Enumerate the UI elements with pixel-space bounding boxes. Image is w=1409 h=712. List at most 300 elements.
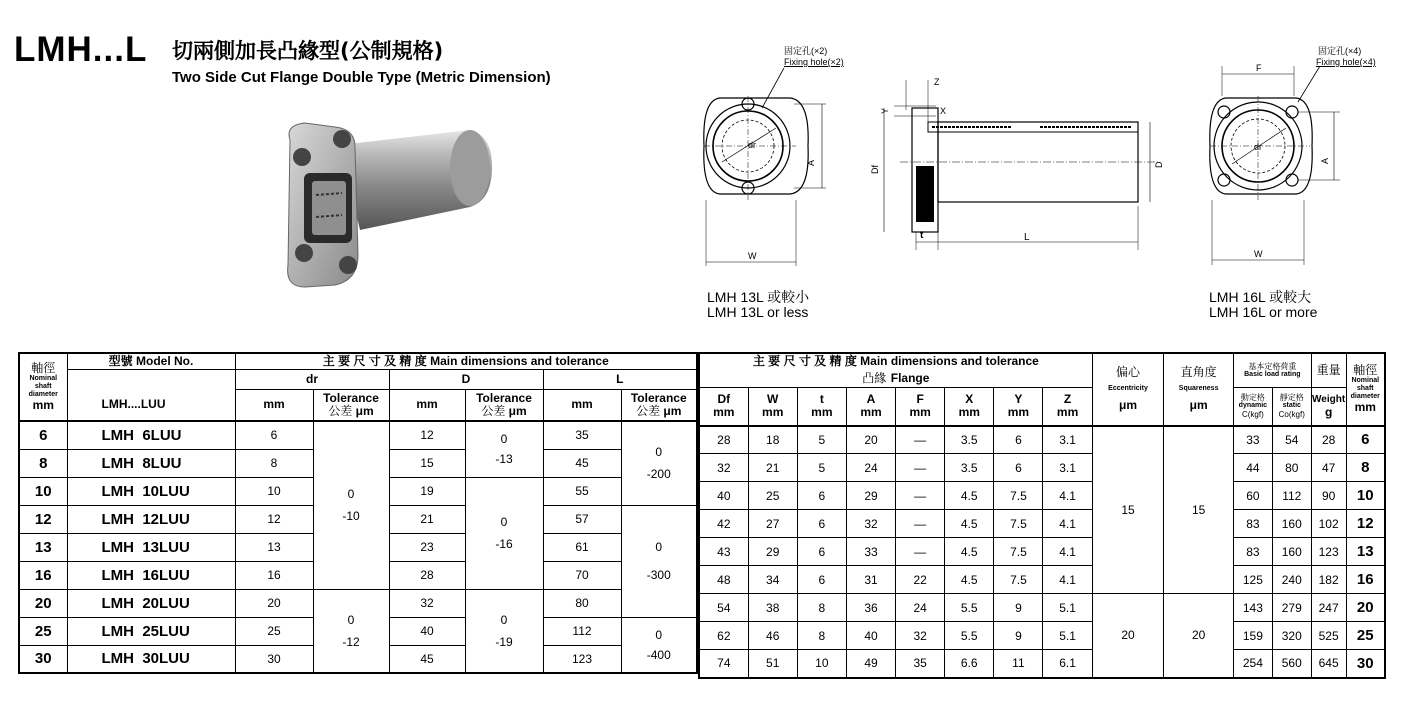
- table-cell: 74: [699, 650, 748, 678]
- cell-text: 0: [655, 445, 663, 460]
- dr-tolerance-group-2: [313, 589, 389, 673]
- table-cell: 4.5: [945, 566, 994, 594]
- cell-text: 軸徑: [1353, 363, 1378, 378]
- dr-header: dr: [235, 369, 389, 389]
- dr-label-right: dr: [1254, 142, 1263, 152]
- table-cell: 46: [748, 622, 797, 650]
- table-cell: 560: [1272, 650, 1311, 678]
- main-dimensions-table-right: [698, 352, 1386, 679]
- d-header: D: [389, 369, 543, 389]
- col-t-header: [797, 388, 846, 426]
- model-subheader: LMH....LUU: [67, 369, 235, 421]
- cell-text: Squareness: [1178, 385, 1219, 393]
- table-cell: 112: [1272, 482, 1311, 510]
- col-y-header: [994, 388, 1043, 426]
- table-row: [19, 421, 697, 449]
- table-cell: 9: [994, 594, 1043, 622]
- table-cell: 33: [1233, 426, 1272, 454]
- cell-text: mm: [1056, 405, 1079, 420]
- table-cell: 6: [797, 510, 846, 538]
- table-row: [699, 538, 1385, 566]
- table-cell: 45: [543, 449, 621, 477]
- cell-text: static: [1282, 402, 1301, 410]
- table-cell: 10: [797, 650, 846, 678]
- table-cell: LMH 6LUU: [67, 421, 235, 449]
- table-cell: 13: [19, 533, 67, 561]
- table-cell: 57: [543, 505, 621, 533]
- model-header: 型號 Model No.: [67, 353, 235, 369]
- table-row: [699, 454, 1385, 482]
- t-label: t: [920, 230, 924, 241]
- cell-text: Basic load rating: [1244, 371, 1301, 378]
- cell-text: diameter: [1350, 393, 1380, 401]
- cell-text: -200: [646, 467, 671, 482]
- cell-text: 偏心: [1115, 365, 1140, 380]
- cell-text: -12: [342, 634, 360, 649]
- main-dimensions-table-left: [18, 352, 698, 674]
- col-x-header: [945, 388, 994, 426]
- table-cell: 525: [1311, 622, 1346, 650]
- cell-text: 公差: [481, 403, 506, 418]
- table-cell: 21: [389, 505, 465, 533]
- shaft-header-right: [1346, 353, 1385, 426]
- dr-tolerance-group-1: [313, 421, 389, 589]
- table-cell: 12: [19, 505, 67, 533]
- table-cell: 4.1: [1043, 538, 1092, 566]
- table-cell: LMH 25LUU: [67, 617, 235, 645]
- table-cell: 33: [846, 538, 895, 566]
- cell-text: Tolerance: [630, 390, 687, 405]
- table-cell: 16: [235, 561, 313, 589]
- table-cell: LMH 8LUU: [67, 449, 235, 477]
- col-df-header: [699, 388, 748, 426]
- eccentricity-group-1: 15: [1092, 426, 1164, 594]
- table-cell: 54: [1272, 426, 1311, 454]
- table-cell: 645: [1311, 650, 1346, 678]
- table-cell: 22: [896, 566, 945, 594]
- table-cell: 32: [846, 510, 895, 538]
- table-cell: 29: [748, 538, 797, 566]
- caption-right-en: LMH 16L or more: [1209, 304, 1318, 320]
- table-cell: 29: [846, 482, 895, 510]
- cell-text: shaft: [1356, 385, 1374, 393]
- table-cell: 5.1: [1043, 594, 1092, 622]
- table-cell: 5.5: [945, 594, 994, 622]
- table-cell: LMH 16LUU: [67, 561, 235, 589]
- table-cell: 6.6: [945, 650, 994, 678]
- cell-text: μm: [355, 403, 374, 418]
- cell-text: -19: [495, 634, 513, 649]
- cell-text: 軸徑: [31, 361, 56, 375]
- table-cell: 9: [994, 622, 1043, 650]
- df-label: Df: [870, 165, 880, 174]
- table-cell: 4.5: [945, 538, 994, 566]
- table-cell: 8: [797, 594, 846, 622]
- col-z-header: [1043, 388, 1092, 426]
- cell-text: Tolerance: [476, 390, 532, 405]
- table-row: [699, 650, 1385, 678]
- table-cell: 160: [1272, 538, 1311, 566]
- table-cell: —: [896, 454, 945, 482]
- table-cell: 7.5: [994, 538, 1043, 566]
- table-cell: 160: [1272, 510, 1311, 538]
- table-cell: 80: [1272, 454, 1311, 482]
- table-cell: 8: [19, 449, 67, 477]
- table-cell: 6.1: [1043, 650, 1092, 678]
- cell-text: 直角度: [1180, 365, 1217, 380]
- table-cell: LMH 10LUU: [67, 477, 235, 505]
- table-cell: 19: [389, 477, 465, 505]
- table-cell: 11: [994, 650, 1043, 678]
- cell-text: X: [965, 392, 974, 407]
- table-cell: 4.5: [945, 482, 994, 510]
- col-a-header: [846, 388, 895, 426]
- table-cell: 6: [1346, 426, 1385, 454]
- cell-text: [622, 405, 697, 418]
- side-section-drawing: [870, 70, 1170, 255]
- cell-text: Z: [1063, 392, 1072, 407]
- cell-text: 0: [500, 612, 508, 627]
- eccentricity-group-2: 20: [1092, 594, 1164, 678]
- caption-right-cn: LMH 16L 或較大: [1209, 289, 1312, 305]
- eccentricity-header: [1092, 353, 1164, 426]
- dynamic-load-header: [1233, 388, 1272, 426]
- caption-left-cn: LMH 13L 或較小: [707, 289, 810, 305]
- d-tol-header: [465, 389, 543, 421]
- table-cell: 32: [896, 622, 945, 650]
- f-label: F: [1256, 63, 1262, 73]
- table-cell: 16: [1346, 566, 1385, 594]
- cell-text: A: [866, 392, 876, 407]
- cell-text: 基本定格荷重: [1248, 362, 1297, 371]
- table-cell: 70: [543, 561, 621, 589]
- table-cell: 25: [1346, 622, 1385, 650]
- table-cell: 28: [1311, 426, 1346, 454]
- table-cell: 21: [748, 454, 797, 482]
- table-cell: 159: [1233, 622, 1272, 650]
- table-cell: 7.5: [994, 482, 1043, 510]
- cell-text: -13: [495, 452, 513, 467]
- cell-text: Nominal: [1351, 377, 1380, 385]
- d-tolerance-group-1: [465, 421, 543, 477]
- cell-text: dynamic: [1238, 402, 1268, 410]
- table-cell: 13: [235, 533, 313, 561]
- cell-text: mm: [762, 405, 784, 420]
- table-cell: 32: [699, 454, 748, 482]
- y-label: Y: [880, 107, 890, 114]
- table-cell: LMH 12LUU: [67, 505, 235, 533]
- table-cell: 18: [748, 426, 797, 454]
- cell-text: Co(kgf): [1278, 410, 1305, 420]
- weight-header-cn: 重量: [1311, 353, 1346, 388]
- table-row: [699, 482, 1385, 510]
- table-cell: —: [896, 426, 945, 454]
- fixing-hole-label-cn-right: 固定孔(×4): [1318, 46, 1362, 56]
- cell-text: 公差: [636, 403, 661, 418]
- table-row: [699, 622, 1385, 650]
- table-row: [699, 594, 1385, 622]
- table-cell: 125: [1233, 566, 1272, 594]
- table-cell: 28: [699, 426, 748, 454]
- table-cell: —: [896, 482, 945, 510]
- table-cell: 12: [1346, 510, 1385, 538]
- table-cell: 40: [389, 617, 465, 645]
- weight-header: [1311, 388, 1346, 426]
- table-cell: 34: [748, 566, 797, 594]
- cell-text: mm: [958, 405, 980, 420]
- table-cell: 4.1: [1043, 510, 1092, 538]
- w-label-left: W: [748, 251, 757, 261]
- table-cell: 35: [896, 650, 945, 678]
- front-view-small-drawing: [700, 66, 840, 271]
- cell-text: Weight: [1312, 394, 1346, 406]
- table-cell: 27: [748, 510, 797, 538]
- cell-text: Nominal: [29, 375, 58, 382]
- table-cell: 320: [1272, 622, 1311, 650]
- squareness-header: [1164, 353, 1234, 426]
- table-cell: 6: [19, 421, 67, 449]
- table-cell: 20: [1346, 594, 1385, 622]
- cell-text: Eccentricity: [1108, 385, 1148, 393]
- table-cell: 83: [1233, 510, 1272, 538]
- table-cell: 102: [1311, 510, 1346, 538]
- table-cell: 4.1: [1043, 566, 1092, 594]
- squareness-group-2: 20: [1164, 594, 1234, 678]
- cell-text: 動定格: [1240, 393, 1265, 403]
- cell-text: 0: [655, 627, 663, 642]
- cell-text: [466, 405, 543, 418]
- d-tolerance-group-2: [465, 477, 543, 589]
- table-cell: 6: [797, 538, 846, 566]
- table-cell: LMH 13LUU: [67, 533, 235, 561]
- table-cell: 5: [797, 426, 846, 454]
- table-cell: 23: [389, 533, 465, 561]
- table-cell: 7.5: [994, 566, 1043, 594]
- d-mm-header: mm: [389, 389, 465, 421]
- cell-text: mm: [1354, 400, 1376, 415]
- table-cell: 3.1: [1043, 454, 1092, 482]
- cell-text: mm: [860, 405, 882, 420]
- static-load-header: [1272, 388, 1311, 426]
- main-dims-header-right: 主 要 尺 寸 及 精 度 Main dimensions and tolerance: [699, 353, 1092, 369]
- table-cell: 5: [797, 454, 846, 482]
- table-cell: 35: [543, 421, 621, 449]
- l-tolerance-group-1: [621, 421, 697, 505]
- cell-text: mm: [713, 405, 735, 420]
- cell-text: shaft: [34, 383, 52, 390]
- cell-text: 凸緣: [862, 371, 887, 385]
- load-rating-header: [1233, 353, 1311, 388]
- x-label: X: [940, 106, 947, 116]
- d-label: D: [1154, 161, 1164, 168]
- cell-text: mm: [909, 405, 931, 420]
- fixing-hole-label-en-left: Fixing hole(×2): [784, 57, 844, 67]
- table-cell: —: [896, 538, 945, 566]
- cell-text: [314, 405, 389, 418]
- cell-text: Tolerance: [323, 390, 379, 405]
- table-cell: 6: [797, 566, 846, 594]
- table-cell: 6: [994, 454, 1043, 482]
- l-label: L: [1024, 232, 1030, 243]
- table-cell: 30: [1346, 650, 1385, 678]
- l-mm-header: mm: [543, 389, 621, 421]
- table-cell: 10: [235, 477, 313, 505]
- table-cell: 24: [896, 594, 945, 622]
- table-cell: 20: [19, 589, 67, 617]
- table-cell: 6: [994, 426, 1043, 454]
- table-cell: LMH 30LUU: [67, 645, 235, 673]
- a-label-right: A: [1320, 157, 1330, 164]
- table-cell: 3.5: [945, 454, 994, 482]
- cell-text: Y: [1014, 392, 1023, 407]
- cell-text: W: [767, 392, 779, 407]
- table-cell: 240: [1272, 566, 1311, 594]
- table-cell: 3.5: [945, 426, 994, 454]
- table-cell: 4.5: [945, 510, 994, 538]
- fixing-hole-label-cn-left: 固定孔(×2): [784, 46, 828, 56]
- table-cell: 40: [699, 482, 748, 510]
- table-row: [699, 510, 1385, 538]
- table-cell: 10: [19, 477, 67, 505]
- table-cell: 24: [846, 454, 895, 482]
- table-cell: 47: [1311, 454, 1346, 482]
- cell-text: mm: [1007, 405, 1030, 420]
- cell-text: -300: [646, 568, 671, 582]
- table-row: [699, 566, 1385, 594]
- table-cell: 38: [748, 594, 797, 622]
- l-tol-header: [621, 389, 697, 421]
- cell-text: μm: [663, 403, 682, 418]
- table-cell: 31: [846, 566, 895, 594]
- table-cell: 25: [235, 617, 313, 645]
- table-cell: 28: [389, 561, 465, 589]
- table-cell: 182: [1311, 566, 1346, 594]
- table-cell: 30: [19, 645, 67, 673]
- table-cell: 6: [797, 482, 846, 510]
- cell-text: diameter: [28, 391, 58, 398]
- title-english: Two Side Cut Flange Double Type (Metric Dimension): [172, 69, 551, 86]
- dr-mm-header: mm: [235, 389, 313, 421]
- table-cell: 25: [19, 617, 67, 645]
- col-w-header: [748, 388, 797, 426]
- table-cell: 20: [846, 426, 895, 454]
- table-cell: 62: [699, 622, 748, 650]
- cell-text: C(kgf): [1241, 410, 1264, 420]
- product-photo: [280, 105, 495, 295]
- front-view-large-drawing: [1200, 60, 1345, 270]
- table-row: [19, 589, 697, 617]
- table-row: [699, 426, 1385, 454]
- cell-text: mm: [811, 405, 833, 420]
- table-cell: 8: [235, 449, 313, 477]
- table-cell: 61: [543, 533, 621, 561]
- cell-text: mm: [32, 398, 54, 412]
- squareness-group-1: 15: [1164, 426, 1234, 594]
- cell-text: 0: [500, 515, 508, 529]
- a-label-left: A: [806, 159, 816, 166]
- cell-text: Flange: [890, 371, 930, 385]
- l-header: L: [543, 369, 697, 389]
- table-cell: 12: [389, 421, 465, 449]
- table-cell: 36: [846, 594, 895, 622]
- table-cell: 13: [1346, 538, 1385, 566]
- table-cell: 42: [699, 510, 748, 538]
- cell-text: 0: [347, 487, 355, 502]
- table-cell: 5.5: [945, 622, 994, 650]
- table-cell: 43: [699, 538, 748, 566]
- d-tolerance-group-3: [465, 589, 543, 673]
- table-cell: 143: [1233, 594, 1272, 622]
- table-cell: 90: [1311, 482, 1346, 510]
- table-cell: 12: [235, 505, 313, 533]
- table-cell: 254: [1233, 650, 1272, 678]
- cell-text: Df: [717, 392, 731, 407]
- table-cell: 112: [543, 617, 621, 645]
- dr-label: dr: [748, 140, 757, 150]
- dr-tol-header: [313, 389, 389, 421]
- table-cell: 10: [1346, 482, 1385, 510]
- table-cell: 54: [699, 594, 748, 622]
- table-cell: 279: [1272, 594, 1311, 622]
- cell-text: μm: [1118, 398, 1137, 413]
- table-cell: 123: [543, 645, 621, 673]
- table-cell: 60: [1233, 482, 1272, 510]
- flange-header: [699, 369, 1092, 388]
- shaft-header: [19, 353, 67, 421]
- caption-left-en: LMH 13L or less: [707, 304, 809, 320]
- table-cell: 123: [1311, 538, 1346, 566]
- cell-text: -16: [495, 537, 513, 551]
- table-cell: 7.5: [994, 510, 1043, 538]
- l-tolerance-group-2: [621, 505, 697, 617]
- cell-text: g: [1324, 405, 1333, 420]
- cell-text: 公差: [328, 403, 353, 418]
- table-cell: 32: [389, 589, 465, 617]
- table-cell: 4.1: [1043, 482, 1092, 510]
- table-cell: 8: [797, 622, 846, 650]
- table-cell: LMH 20LUU: [67, 589, 235, 617]
- title-chinese: 切兩側加長凸緣型(公制規格): [172, 39, 444, 63]
- cell-text: 0: [500, 432, 508, 447]
- cell-text: 0: [347, 612, 355, 627]
- table-cell: 48: [699, 566, 748, 594]
- col-f-header: [896, 388, 945, 426]
- cell-text: μm: [1189, 398, 1208, 413]
- table-cell: 80: [543, 589, 621, 617]
- cell-text: 0: [655, 540, 663, 554]
- table-cell: 55: [543, 477, 621, 505]
- table-cell: 40: [846, 622, 895, 650]
- cell-text: 靜定格: [1279, 393, 1304, 403]
- table-cell: 15: [389, 449, 465, 477]
- z-label: Z: [934, 77, 940, 87]
- table-cell: 45: [389, 645, 465, 673]
- table-cell: 6: [235, 421, 313, 449]
- l-tolerance-group-3: [621, 617, 697, 673]
- w-label-right: W: [1254, 249, 1263, 259]
- table-cell: 5.1: [1043, 622, 1092, 650]
- table-cell: 49: [846, 650, 895, 678]
- table-cell: 247: [1311, 594, 1346, 622]
- product-code-title: LMH...L: [14, 30, 148, 69]
- cell-text: -10: [342, 509, 360, 524]
- table-cell: 44: [1233, 454, 1272, 482]
- cell-text: μm: [508, 403, 527, 418]
- cell-text: -400: [646, 647, 671, 662]
- fixing-hole-label-en-right: Fixing hole(×4): [1316, 57, 1376, 67]
- main-dims-header-left: 主 要 尺 寸 及 精 度 Main dimensions and tolerance: [235, 353, 697, 369]
- cell-text: t: [819, 392, 824, 407]
